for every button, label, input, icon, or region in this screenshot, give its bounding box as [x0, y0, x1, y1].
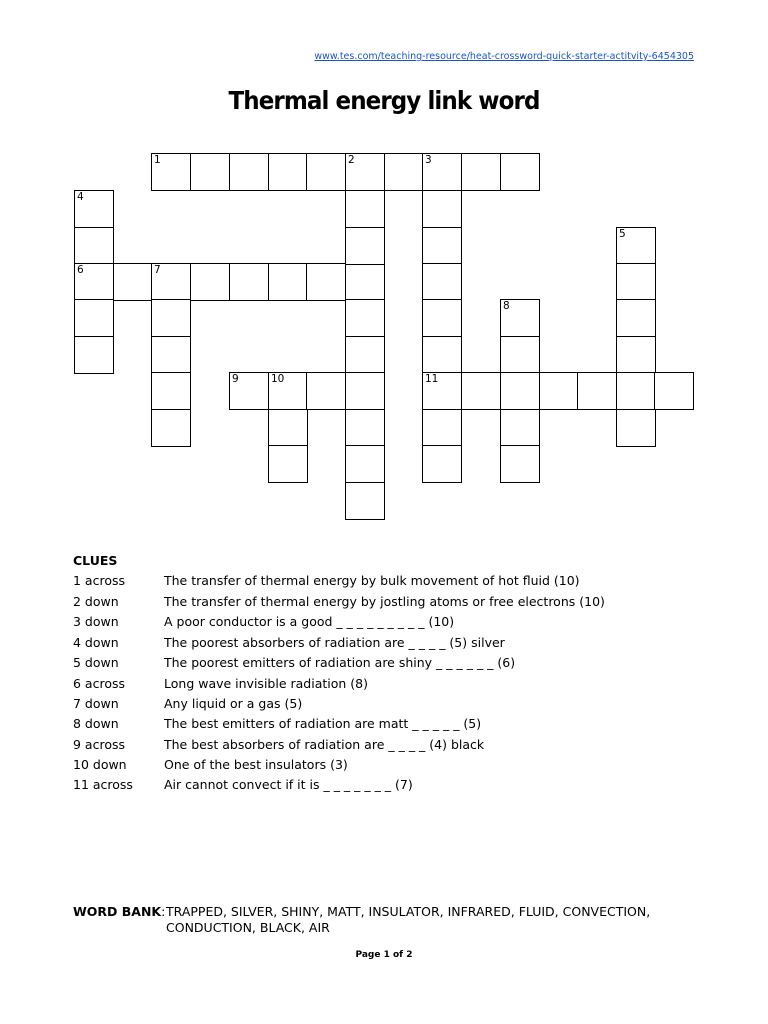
crossword-cell	[500, 153, 540, 191]
clue-text: Air cannot convect if it is _ _ _ _ _ _ _ (7)	[164, 777, 413, 792]
crossword-cell	[306, 263, 346, 301]
clue-label: 2 down	[73, 594, 119, 609]
crossword-cell	[422, 299, 462, 337]
clue-text: The transfer of thermal energy by bulk movement of hot fluid (10)	[164, 573, 580, 588]
crossword-cell	[422, 336, 462, 374]
crossword-cell	[500, 372, 540, 410]
crossword-cell	[539, 372, 579, 410]
clue-label: 5 down	[73, 655, 119, 670]
word-bank-colon: :	[161, 904, 166, 919]
crossword-cell	[345, 227, 385, 265]
crossword-cell	[268, 445, 308, 483]
crossword-cell	[151, 299, 191, 337]
clue-number: 10	[271, 373, 285, 385]
clue-number: 6	[77, 264, 84, 276]
clue-label: 4 down	[73, 635, 119, 650]
crossword-cell	[74, 299, 114, 337]
clue-text: The transfer of thermal energy by jostling atoms or free electrons (10)	[164, 594, 605, 609]
crossword-cell	[190, 153, 230, 191]
crossword-cell	[151, 263, 191, 301]
clue-text: Long wave invisible radiation (8)	[164, 676, 368, 691]
crossword-cell	[500, 299, 540, 337]
crossword-cell	[616, 409, 656, 447]
crossword-cell	[616, 299, 656, 337]
crossword-cell	[422, 409, 462, 447]
crossword-cell	[577, 372, 617, 410]
clue-text: The poorest absorbers of radiation are _ _ _ _ (5) silver	[164, 635, 505, 650]
crossword-cell	[345, 299, 385, 337]
crossword-cell	[229, 153, 269, 191]
clue-text: A poor conductor is a good _ _ _ _ _ _ _ _ _ (10)	[164, 614, 455, 629]
crossword-cell	[384, 153, 424, 191]
word-bank-words: CONDUCTION, BLACK, AIR	[166, 920, 330, 935]
crossword-cell	[345, 445, 385, 483]
page-title: Thermal energy link word	[228, 86, 540, 115]
clue-label: 9 across	[73, 737, 125, 752]
clue-text: The best absorbers of radiation are _ _ _ _ (4) black	[164, 737, 485, 752]
crossword-cell	[74, 190, 114, 228]
clue-label: 1 across	[73, 573, 125, 588]
crossword-cell	[654, 372, 694, 410]
clue-label: 3 down	[73, 614, 119, 629]
clue-text: Any liquid or a gas (5)	[164, 696, 303, 711]
crossword-cell	[345, 372, 385, 410]
clue-label: 7 down	[73, 696, 119, 711]
crossword-cell	[616, 263, 656, 301]
clue-label: 6 across	[73, 676, 125, 691]
clue-number: 2	[348, 154, 355, 166]
crossword-cell	[151, 409, 191, 447]
crossword-cell	[113, 263, 153, 301]
word-bank-title: WORD BANK	[73, 904, 162, 919]
crossword-cell	[345, 482, 385, 520]
crossword-cell	[345, 190, 385, 228]
crossword-cell	[422, 190, 462, 228]
crossword-cell	[616, 372, 656, 410]
crossword-cell	[151, 372, 191, 410]
clue-number: 5	[619, 228, 626, 240]
clues-heading: CLUES	[73, 553, 118, 568]
crossword-cell	[306, 153, 346, 191]
clue-label: 11 across	[73, 777, 133, 792]
crossword-cell	[422, 445, 462, 483]
crossword-cell	[306, 372, 346, 410]
clue-label: 8 down	[73, 716, 119, 731]
clue-number: 11	[425, 373, 439, 385]
clue-text: One of the best insulators (3)	[164, 757, 348, 772]
crossword-cell	[461, 372, 501, 410]
crossword-cell	[500, 445, 540, 483]
clue-label: 10 down	[73, 757, 127, 772]
crossword-cell	[345, 409, 385, 447]
clue-text: The poorest emitters of radiation are shiny _ _ _ _ _ _ (6)	[164, 655, 516, 670]
crossword-cell	[268, 263, 308, 301]
crossword-cell	[74, 336, 114, 374]
crossword-cell	[500, 409, 540, 447]
clue-number: 4	[77, 191, 84, 203]
clue-number: 1	[154, 154, 161, 166]
crossword-cell	[422, 227, 462, 265]
crossword-cell	[345, 263, 385, 301]
word-bank-words: TRAPPED, SILVER, SHINY, MATT, INSULATOR, INFRARED, FLUID, CONVECTION,	[166, 904, 651, 919]
clue-number: 8	[503, 300, 510, 312]
crossword-cell	[268, 409, 308, 447]
crossword-cell	[616, 227, 656, 265]
crossword-cell	[190, 263, 230, 301]
crossword-cell	[151, 336, 191, 374]
crossword-cell	[422, 263, 462, 301]
crossword-cell	[74, 263, 114, 301]
clue-number: 9	[232, 373, 239, 385]
crossword-cell	[345, 336, 385, 374]
crossword-cell	[268, 153, 308, 191]
page-footer: Page 1 of 2	[355, 950, 413, 960]
crossword-cell	[422, 372, 462, 410]
source-url-link[interactable]: www.tes.com/teaching-resource/heat-crossword-quick-starter-actitvity-6454305	[314, 51, 694, 62]
crossword-cell	[422, 153, 462, 191]
word-bank-label	[73, 904, 165, 919]
clue-number: 3	[425, 154, 432, 166]
crossword-cell	[229, 263, 269, 301]
clue-text: The best emitters of radiation are matt _ _ _ _ _ (5)	[164, 716, 482, 731]
crossword-cell	[268, 372, 308, 410]
crossword-cell	[345, 153, 385, 191]
crossword-cell	[500, 336, 540, 374]
crossword-cell	[151, 153, 191, 191]
crossword-cell	[461, 153, 501, 191]
crossword-cell	[229, 372, 269, 410]
crossword-cell	[616, 336, 656, 374]
crossword-cell	[74, 227, 114, 265]
clue-number: 7	[154, 264, 161, 276]
